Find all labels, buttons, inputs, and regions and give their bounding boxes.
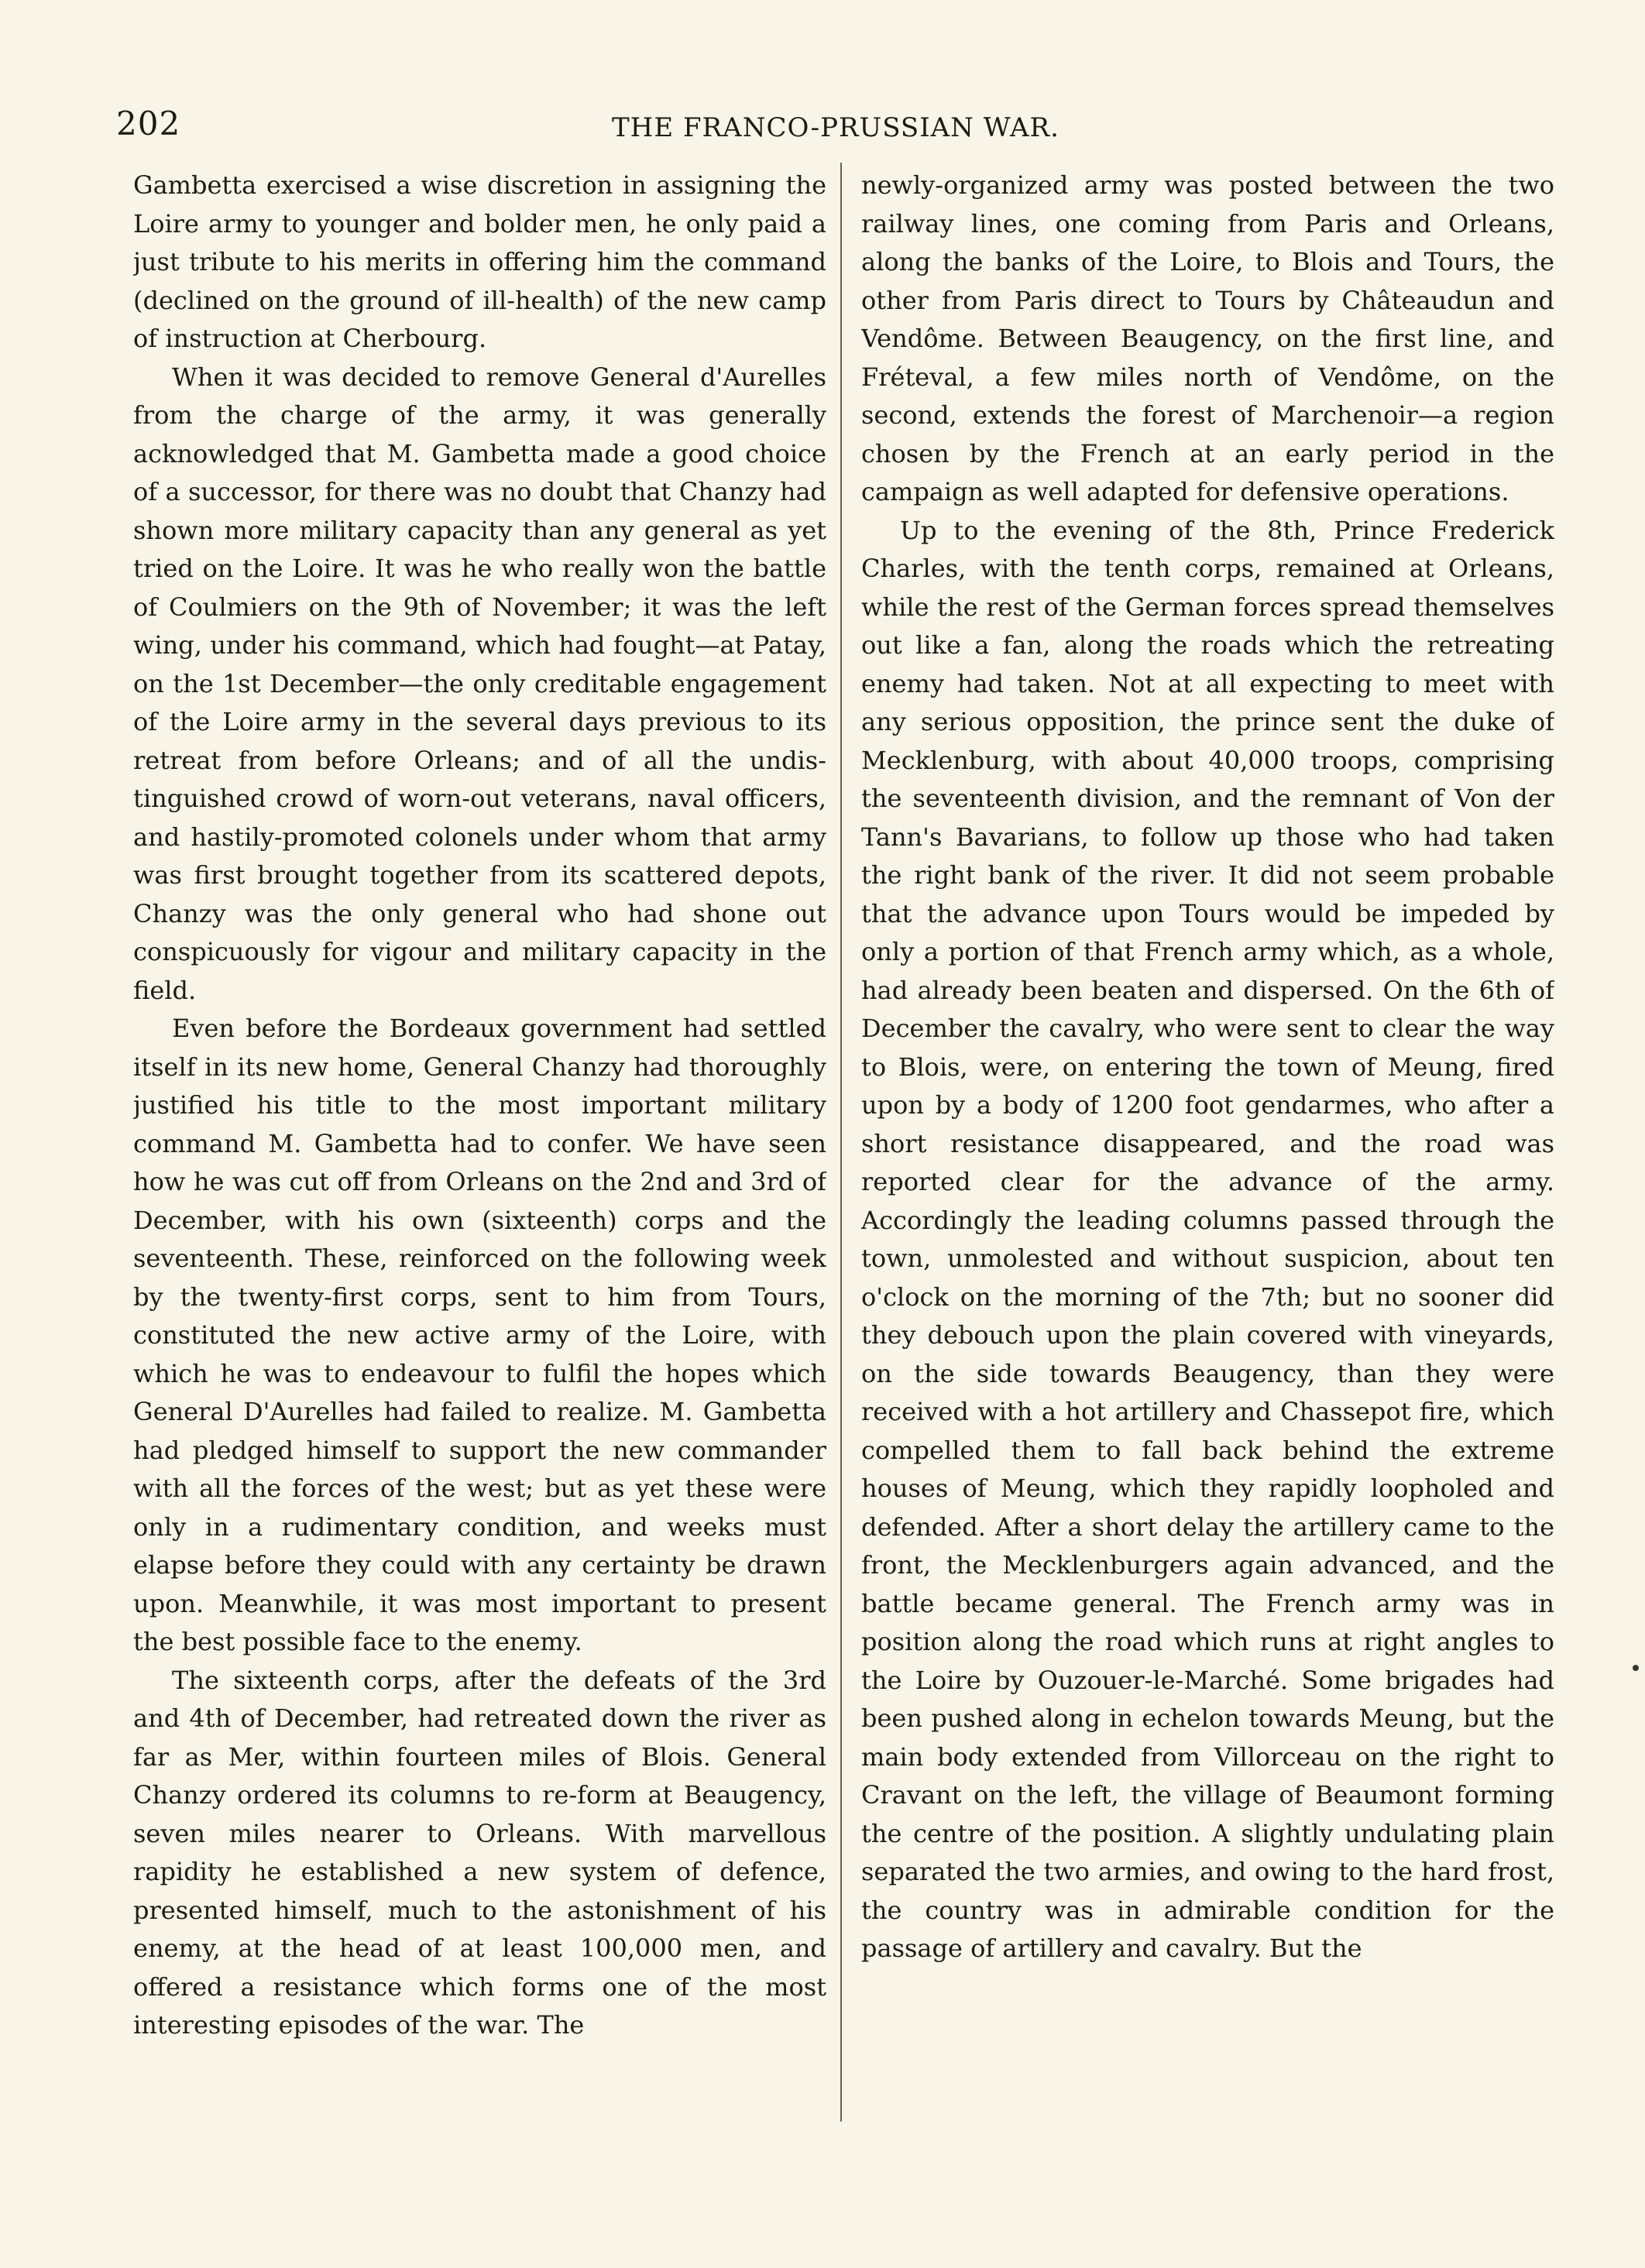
left-column [133, 166, 826, 2118]
right-paragraph-2: Up to the evening of the 8th, Prince Frederick Charles, with the tenth corps, remained at Orleans, while the rest of the German forces spread themselves out like a fan, along the roads which the retreating enemy had taken. Not at all expecting to meet with any serious opposition, the prince sent the duke of Mecklenburg, with about 40,000 troops, comprising the seventeenth division, and the remnant of Von der Tann's Bavarians, to follow up those who had taken the right bank of the river. It did not seem probable that the advance upon Tours would be impeded by only a portion of that French army which, as a whole, had already been beaten and dispersed. On the 6th of December the cavalry, who were sent to clear the way to Blois, were, on entering the town of Meung, fired upon by a body of 1200 foot gendarmes, who after a short resistance disappeared, and the road was reported clear for the advance of the army. Accordingly the leading columns passed through the town, unmolested and without suspicion, about ten o'clock on the morning of the 7th; but no sooner did they debouch upon the plain covered with vineyards, on the side towards Beaugency, than they were received with a hot artillery and Chassepot fire, which compelled them to fall back behind the extreme houses of Meung, which they rapidly loopholed and defended. After a short delay the artillery came to the front, the Mecklenburgers again advanced, and the battle became general. The French army was in position along the road which runs at right angles to the Loire by Ouzouer-le-Marché. Some brigades had been pushed along in echelon towards Meung, but the main body extended from Villorceau on the right to Cravant on the left, the village of Beaumont forming the centre of the position. A slightly undulating plain separated the two armies, and owing to the hard frost, the country was in admirable condition for the passage of artillery and cavalry. But the [861, 515, 1554, 1963]
edge-ink-mark [1633, 1665, 1639, 1671]
left-paragraph-4: The sixteenth corps, after the defeats of the 3rd and 4th of December, had retreated down the river as far as Mer, within fourteen miles of Blois. General Chanzy ordered its columns to re-form at Beaugency, seven miles nearer to Orleans. With marvellous rapidity he established a new system of defence, presented himself, much to the astonishment of his enemy, at the head of at least 100,000 men, and offered a resistance which forms one of the most interesting episodes of the war. The [133, 1665, 826, 2040]
right-paragraph-1: newly-organized army was posted between the two railway lines, one coming from Paris and Orleans, along the banks of the Loire, to Blois and Tours, the other from Paris direct to Tours by Châteaudun and Vendôme. Between Beaugency, on the first line, and Fréteval, a few miles north of Vendôme, on the second, extends the forest of Marchenoir—a region chosen by the French at an early period in the campaign as well adapted for defensive operations. [861, 170, 1554, 506]
left-paragraph-3: Even before the Bordeaux government had settled itself in its new home, General Chanzy had thoroughly justified his title to the most important military command M. Gambetta had to confer. We have seen how he was cut off from Orleans on the 2nd and 3rd of December, with his own (sixteenth) corps and the seventeenth. These, reinforced on the following week by the twenty-first corps, sent to him from Tours, constituted the new active army of the Loire, with which he was to endeavour to fulfil the hopes which General D'Aurelles had failed to realize. M. Gambetta had pledged himself to support the new commander with all the forces of the west; but as yet these were only in a rudimentary condition, and weeks must elapse before they could with any certainty be drawn upon. Meanwhile, it was most important to present the best possible face to the enemy. [133, 1014, 826, 1656]
left-paragraph-1: Gambetta exercised a wise discretion in assigning the Loire army to younger and bolder men, he only paid a just tribute to his merits in offering him the command (declined on the ground of ill-health) of the new camp of instruction at Cherbourg. [133, 170, 826, 353]
running-title: THE FRANCO-PRUSSIAN WAR. [612, 112, 1059, 143]
column-divider [840, 163, 842, 2122]
left-paragraph-2: When it was decided to remove General d'Aurelles from the charge of the army, it was generally acknowledged that M. Gambetta made a good choice of a successor, for there was no doubt that Chanzy had shown more military capacity than any general as yet tried on the Loire. It was he who really won the battle of Coulmiers on the 9th of November; it was the left wing, under his command, which had fought—at Patay, on the 1st December—the only creditable engagement of the Loire army in the several days previous to its retreat from before Orleans; and of all the undistinguished crowd of worn-out veterans, naval officers, and hastily-promoted colonels under whom that army was first brought together from its scattered depots, Chanzy was the only general who had shone out conspicuously for vigour and military capacity in the field. [133, 362, 826, 1005]
page-number: 202 [116, 105, 181, 142]
right-column [861, 166, 1554, 2118]
